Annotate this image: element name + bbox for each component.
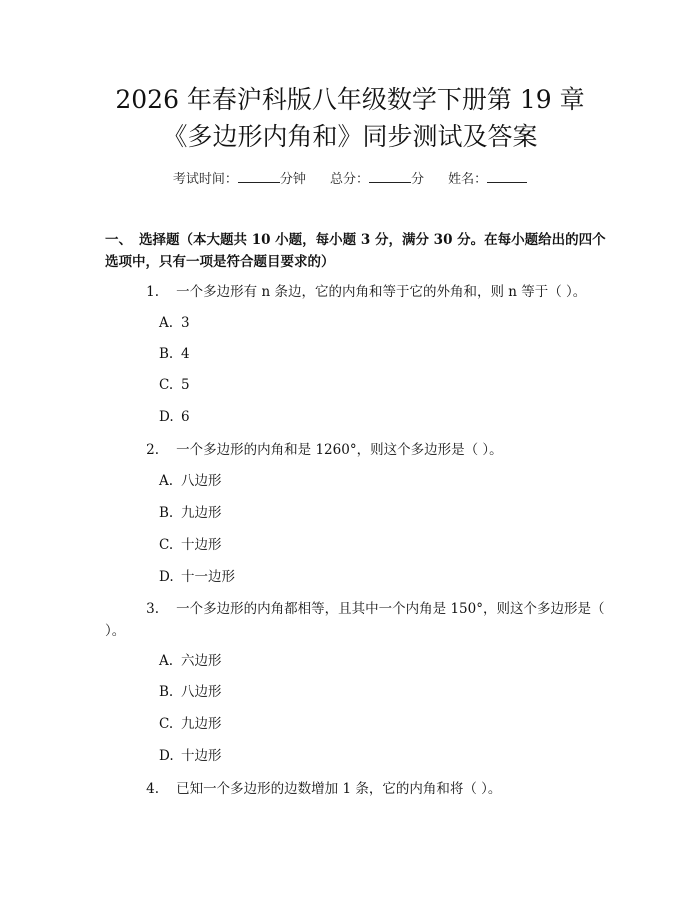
question-number: 3. — [146, 601, 159, 617]
section-heading — [105, 229, 610, 273]
option-letter: D. — [159, 569, 174, 585]
question-text: 一个多边形的内角和是 1260°，则这个多边形是（ ）。 — [176, 442, 503, 458]
option-text: 十边形 — [181, 748, 222, 764]
option-text: 4 — [181, 346, 190, 362]
option-letter: A. — [159, 473, 174, 489]
document-title-line2: 《多边形内角和》同步测试及答案 — [162, 122, 538, 151]
option-letter: D. — [159, 748, 174, 764]
option-item — [159, 651, 222, 671]
question-text: 一个多边形的内角都相等，且其中一个内角是 150°，则这个多边形是（ ）。 — [105, 601, 605, 639]
option-text: 六边形 — [181, 653, 222, 669]
option-item — [159, 407, 190, 427]
option-letter: B. — [159, 684, 174, 700]
student-name-label: 姓名： — [448, 172, 488, 187]
option-item — [159, 714, 222, 734]
option-item — [159, 503, 222, 523]
option-letter: C. — [159, 716, 174, 732]
option-item — [159, 344, 190, 364]
exam-time-unit: 分钟 — [279, 172, 306, 187]
option-item — [159, 313, 190, 333]
question-item — [105, 778, 610, 800]
option-item — [159, 682, 222, 702]
question-number: 4. — [146, 781, 159, 797]
option-letter: B. — [159, 346, 174, 362]
option-item — [159, 746, 222, 766]
exam-info-line — [0, 169, 700, 189]
total-score-field — [330, 169, 424, 189]
option-item — [159, 567, 235, 587]
exam-time-blank — [238, 169, 280, 183]
option-text: 九边形 — [181, 505, 222, 521]
option-letter: A. — [159, 315, 174, 331]
option-letter: C. — [159, 537, 174, 553]
question-text: 一个多边形有 n 条边，它的内角和等于它的外角和，则 n 等于（ ）。 — [176, 284, 587, 300]
option-letter: C. — [159, 377, 174, 393]
option-text: 十边形 — [181, 537, 222, 553]
student-name-field — [448, 169, 527, 189]
option-text: 九边形 — [181, 716, 222, 732]
option-text: 6 — [181, 409, 190, 425]
option-text: 八边形 — [181, 684, 222, 700]
option-text: 十一边形 — [181, 569, 235, 585]
option-letter: D. — [159, 409, 174, 425]
section-number: 一、 — [105, 232, 132, 248]
total-score-blank — [369, 169, 411, 183]
total-score-unit: 分 — [411, 172, 425, 187]
option-letter: B. — [159, 505, 174, 521]
option-text: 3 — [181, 315, 190, 331]
exam-time-label: 考试时间： — [172, 172, 238, 187]
document-title-line1: 2026 年春沪科版八年级数学下册第 19 章 — [115, 85, 585, 114]
option-item — [159, 471, 222, 491]
question-number: 2. — [146, 442, 159, 458]
question-number: 1. — [146, 284, 159, 300]
option-text: 5 — [181, 377, 190, 393]
section-text: 选择题（本大题共 10 小题，每小题 3 分，满分 30 分。在每小题给出的四个选项中，只有一项是符合题目要求的） — [105, 232, 606, 270]
option-item — [159, 535, 222, 555]
option-letter: A. — [159, 653, 174, 669]
student-name-blank — [487, 169, 527, 183]
question-item — [105, 598, 610, 642]
total-score-label: 总分： — [329, 172, 369, 187]
option-item — [159, 375, 190, 395]
exam-time-field — [173, 169, 306, 189]
question-item — [105, 439, 610, 461]
question-text: 已知一个多边形的边数增加 1 条，它的内角和将（ ）。 — [176, 781, 502, 797]
question-item — [105, 281, 610, 303]
option-text: 八边形 — [181, 473, 222, 489]
